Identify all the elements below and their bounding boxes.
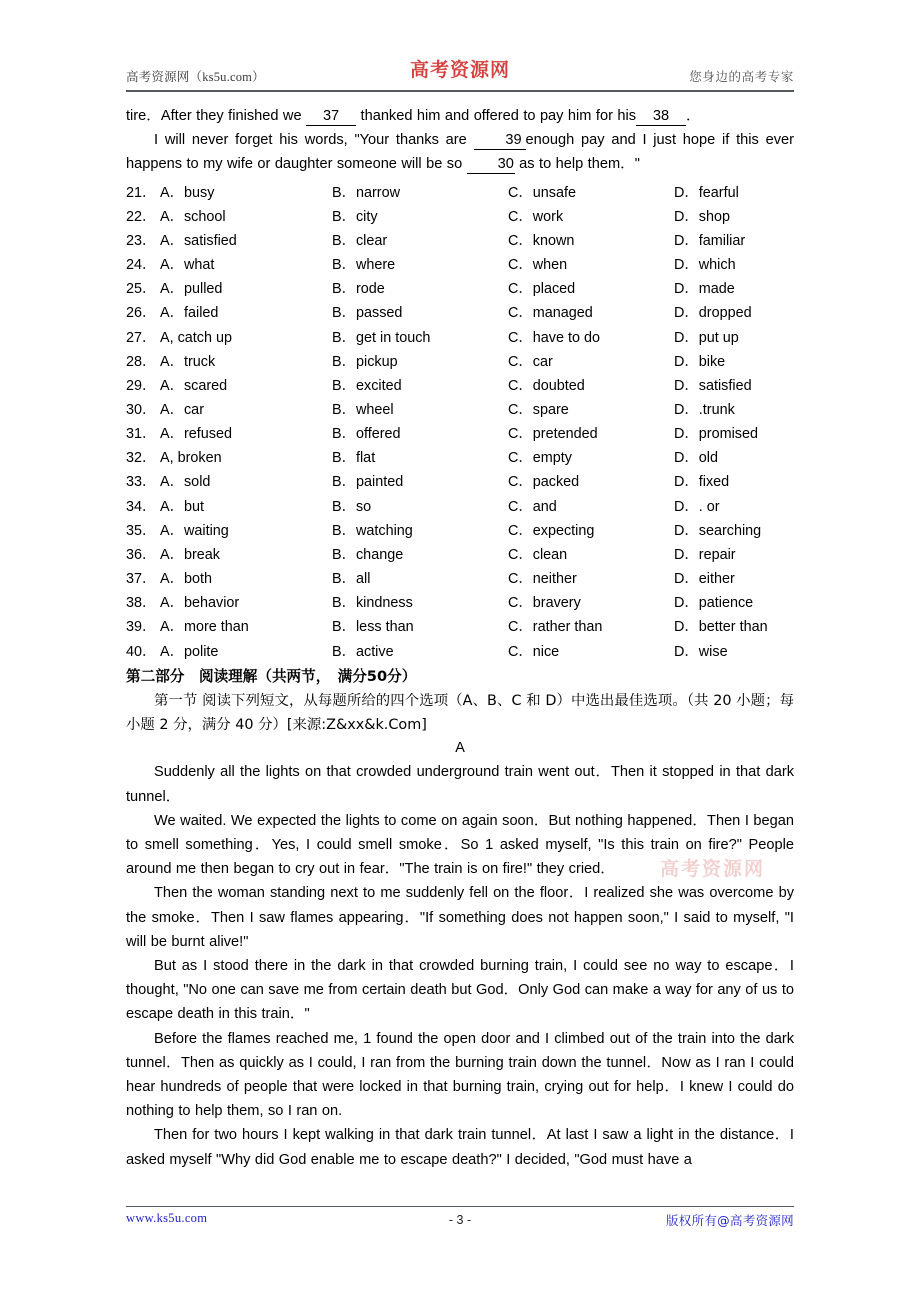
mcq-option-b[interactable]: B．so: [332, 498, 372, 515]
mcq-option-c[interactable]: C．have to do: [508, 329, 600, 346]
mcq-row: [126, 181, 794, 205]
mcq-option-d[interactable]: D．bike: [674, 353, 726, 370]
mcq-option-b[interactable]: B．offered: [332, 426, 401, 443]
mcq-option-c[interactable]: C．known: [508, 232, 575, 249]
mcq-row: [126, 519, 794, 543]
mcq-option-a[interactable]: A．polite: [160, 643, 219, 660]
mcq-option-a[interactable]: A．busy: [160, 184, 215, 201]
passage-label: A: [455, 740, 465, 757]
mcq-row: [126, 495, 794, 519]
page-footer: [126, 1211, 794, 1233]
passage-paragraph-5: Before the flames reached me, 1 found the open door and I climbed out of the train into the dark tunnel．Then as quickly as I could, I ran from the burning train down the tunnel．Now as I ran I could hear hundreds of people that were locked in that burning train, crying out for help．I knew I could do nothing to help them, so I ran on.: [126, 1030, 794, 1120]
mcq-row: [126, 301, 794, 325]
blank-37: 37: [306, 107, 356, 126]
header-site-name: 高考资源网（ks5u.com）: [126, 70, 265, 84]
question-number: 40．: [126, 643, 157, 660]
mcq-option-c[interactable]: C．work: [508, 208, 564, 225]
blank-38: 38: [636, 107, 686, 126]
mcq-option-a[interactable]: A．truck: [160, 353, 216, 370]
question-number: 21．: [126, 184, 157, 201]
mcq-option-a[interactable]: A．refused: [160, 426, 232, 443]
mcq-option-c[interactable]: C．when: [508, 257, 568, 274]
blank-39: 39: [474, 131, 526, 150]
mcq-option-b[interactable]: B．excited: [332, 377, 402, 394]
mcq-row: [126, 446, 794, 470]
mcq-option-a[interactable]: A．satisfied: [160, 232, 237, 249]
cloze-tail-line2: [126, 128, 794, 176]
header-divider: [126, 90, 794, 92]
question-number: 23．: [126, 232, 157, 249]
mcq-option-d[interactable]: D．fearful: [674, 184, 739, 201]
mcq-option-b[interactable]: B．narrow: [332, 184, 400, 201]
mcq-option-c[interactable]: C．expecting: [508, 522, 595, 539]
cloze-text-post: ．: [686, 108, 701, 124]
question-number: 29．: [126, 377, 157, 394]
passage-paragraph-3: Then the woman standing next to me suddenly fell on the floor．I realized she was overcome by the smoke．Then I saw flames appearing．"If something does not happen soon," I said to myself, "I will be burnt alive!": [126, 885, 794, 950]
header-logo: 高考资源网: [409, 59, 511, 81]
section-heading: 第二部分 阅读理解（共两节， 满分50分）: [126, 667, 417, 685]
mcq-option-b[interactable]: B．clear: [332, 232, 388, 249]
mcq-option-a[interactable]: A, broken: [160, 450, 222, 467]
blank-30: 30: [467, 155, 515, 174]
footer-url[interactable]: www.ks5u.com: [126, 1211, 208, 1225]
mcq-option-c[interactable]: C．rather than: [508, 619, 603, 636]
mcq-option-b[interactable]: B．where: [332, 257, 396, 274]
mcq-row: [126, 640, 794, 664]
question-number: 31．: [126, 426, 157, 443]
mcq-option-b[interactable]: B．rode: [332, 281, 385, 298]
mcq-option-d[interactable]: D．which: [674, 257, 736, 274]
mcq-row: [126, 350, 794, 374]
mcq-option-c[interactable]: C．doubted: [508, 377, 585, 394]
mcq-option-c[interactable]: C．and: [508, 498, 557, 515]
mcq-option-b[interactable]: B．wheel: [332, 402, 394, 419]
mcq-option-d[interactable]: D．patience: [674, 595, 754, 612]
mcq-option-d[interactable]: D．dropped: [674, 305, 752, 322]
mcq-option-d[interactable]: D．better than: [674, 619, 768, 636]
mcq-option-b[interactable]: B．all: [332, 571, 371, 588]
question-number: 33．: [126, 474, 157, 491]
mcq-option-a[interactable]: A, catch up: [160, 329, 232, 346]
mcq-option-b[interactable]: B．watching: [332, 522, 413, 539]
mcq-option-a[interactable]: A．what: [160, 257, 215, 274]
mcq-option-a[interactable]: A．waiting: [160, 522, 229, 539]
mcq-option-b[interactable]: B．passed: [332, 305, 403, 322]
mcq-option-a[interactable]: A．scared: [160, 377, 228, 394]
cloze-text-mid: thanked him and offered to pay him for his: [360, 108, 637, 124]
mcq-option-d[interactable]: D．promised: [674, 426, 758, 443]
mcq-option-a[interactable]: A．sold: [160, 474, 211, 491]
mcq-option-d[interactable]: D．old: [674, 450, 718, 467]
multiple-choice-list: [126, 181, 794, 664]
question-number: 36．: [126, 546, 157, 563]
mcq-option-b[interactable]: B．less than: [332, 619, 414, 636]
mcq-row: [126, 205, 794, 229]
mcq-option-a[interactable]: A．break: [160, 546, 220, 563]
mcq-option-b[interactable]: B．pickup: [332, 353, 398, 370]
mcq-option-c[interactable]: C．packed: [508, 474, 580, 491]
question-number: 35．: [126, 522, 157, 539]
mcq-row: [126, 374, 794, 398]
cloze-text-pre-2: I will never forget his words, "Your thanks are: [154, 132, 467, 149]
document-content: [126, 104, 794, 1172]
mcq-option-d[interactable]: D．searching: [674, 522, 762, 539]
mcq-option-d[interactable]: D．. or: [674, 498, 720, 515]
mcq-row: [126, 543, 794, 567]
mcq-option-a[interactable]: A．pulled: [160, 281, 223, 298]
mcq-option-d[interactable]: D．satisfied: [674, 377, 752, 394]
mcq-option-a[interactable]: A．school: [160, 208, 226, 225]
mcq-option-c[interactable]: C．nice: [508, 643, 560, 660]
mcq-option-a[interactable]: A．behavior: [160, 595, 240, 612]
mcq-option-c[interactable]: C．managed: [508, 305, 593, 322]
mcq-option-b[interactable]: B．painted: [332, 474, 404, 491]
mcq-option-c[interactable]: C．car: [508, 353, 553, 370]
question-number: 25．: [126, 281, 157, 298]
mcq-row: [126, 422, 794, 446]
question-number: 27．: [126, 329, 157, 346]
cloze-text-mid-2: enough pay and I just hope if this ever happens to my wife or daughter someone will be so: [126, 132, 794, 173]
mcq-option-c[interactable]: C．empty: [508, 450, 572, 467]
mcq-option-a[interactable]: A．failed: [160, 305, 219, 322]
cloze-text-post-2: as to help them．": [519, 156, 640, 173]
mcq-option-d[interactable]: D．wise: [674, 643, 728, 660]
footer-copyright: 版权所有@高考资源网: [665, 1213, 794, 1228]
mcq-option-b[interactable]: B．flat: [332, 450, 376, 467]
mcq-option-a[interactable]: A．more than: [160, 619, 249, 636]
mcq-row: [126, 567, 794, 591]
mcq-row: [126, 470, 794, 494]
cloze-tail-line1: [126, 104, 794, 128]
mcq-option-b[interactable]: B．city: [332, 208, 378, 225]
mcq-option-d[interactable]: D．put up: [674, 329, 739, 346]
mcq-option-d[interactable]: D．either: [674, 571, 735, 588]
question-number: 22．: [126, 208, 157, 225]
passage-paragraph-6: Then for two hours I kept walking in that dark train tunnel．At last I saw a light in the distance．I asked myself "Why did God enable me to escape death?" I decided, "God must have a: [126, 1127, 794, 1168]
mcq-option-b[interactable]: B．kindness: [332, 595, 413, 612]
mcq-option-d[interactable]: D．made: [674, 281, 735, 298]
mcq-option-c[interactable]: C．neither: [508, 571, 577, 588]
mcq-option-c[interactable]: C．spare: [508, 402, 569, 419]
question-number: 38．: [126, 595, 157, 612]
header-tagline: 您身边的高考专家: [689, 69, 794, 84]
question-number: 24．: [126, 257, 157, 274]
mcq-option-b[interactable]: B．get in touch: [332, 329, 431, 346]
mcq-row: [126, 615, 794, 639]
mcq-option-b[interactable]: B．change: [332, 546, 404, 563]
mcq-row: [126, 277, 794, 301]
mcq-option-c[interactable]: C．placed: [508, 281, 576, 298]
mcq-option-a[interactable]: A．but: [160, 498, 204, 515]
page-header: [126, 56, 794, 92]
mcq-row: [126, 326, 794, 350]
mcq-option-c[interactable]: C．bravery: [508, 595, 581, 612]
watermark-logo: 高考资源网: [660, 858, 766, 880]
passage-paragraph-2: We waited. We expected the lights to come on again soon．But nothing happened．Then I began to smell something．Yes, I could smell smoke．So 1 asked myself, "Is this train on fire?" People around me then began to cry out in fear．"The train is on fire!" they cried．: [126, 812, 794, 878]
question-number: 28．: [126, 353, 157, 370]
mcq-row: [126, 229, 794, 253]
mcq-option-d[interactable]: D．fixed: [674, 474, 730, 491]
section-instructions: 第一节 阅读下列短文，从每题所给的四个选项（A、B、C 和 D）中选出最佳选项。（共 20 小题；每小题 2 分，满分 40 分）[来源:Z&xx&k.Com]: [126, 692, 794, 734]
mcq-option-a[interactable]: A．both: [160, 571, 212, 588]
page-number: - 3 -: [448, 1213, 472, 1227]
passage-paragraph-1: Suddenly all the lights on that crowded underground train went out．Then it stopped in that dark tunnel．: [126, 764, 794, 805]
mcq-option-c[interactable]: C．pretended: [508, 426, 598, 443]
footer-divider: [126, 1206, 794, 1207]
mcq-row: [126, 253, 794, 277]
mcq-option-c[interactable]: C．clean: [508, 546, 568, 563]
passage-paragraph-4: But as I stood there in the dark in that crowded burning train, I could see no way to escape．I thought, "No one can save me from certain death but God．Only God can make a way for any of us to escape death in this train．": [126, 957, 794, 1023]
question-number: 39．: [126, 619, 157, 636]
question-number: 30．: [126, 402, 157, 419]
question-number: 34．: [126, 498, 157, 515]
mcq-option-c[interactable]: C．unsafe: [508, 184, 576, 201]
mcq-option-d[interactable]: D．familiar: [674, 232, 746, 249]
mcq-option-a[interactable]: A．car: [160, 402, 204, 419]
mcq-option-d[interactable]: D．shop: [674, 208, 730, 225]
mcq-row: [126, 398, 794, 422]
mcq-option-b[interactable]: B．active: [332, 643, 394, 660]
question-number: 37．: [126, 571, 157, 588]
mcq-option-d[interactable]: D．.trunk: [674, 402, 735, 419]
question-number: 32．: [126, 450, 157, 467]
mcq-row: [126, 591, 794, 615]
mcq-option-d[interactable]: D．repair: [674, 546, 736, 563]
cloze-text-pre: tire．After they finished we: [126, 108, 302, 124]
question-number: 26．: [126, 305, 157, 322]
